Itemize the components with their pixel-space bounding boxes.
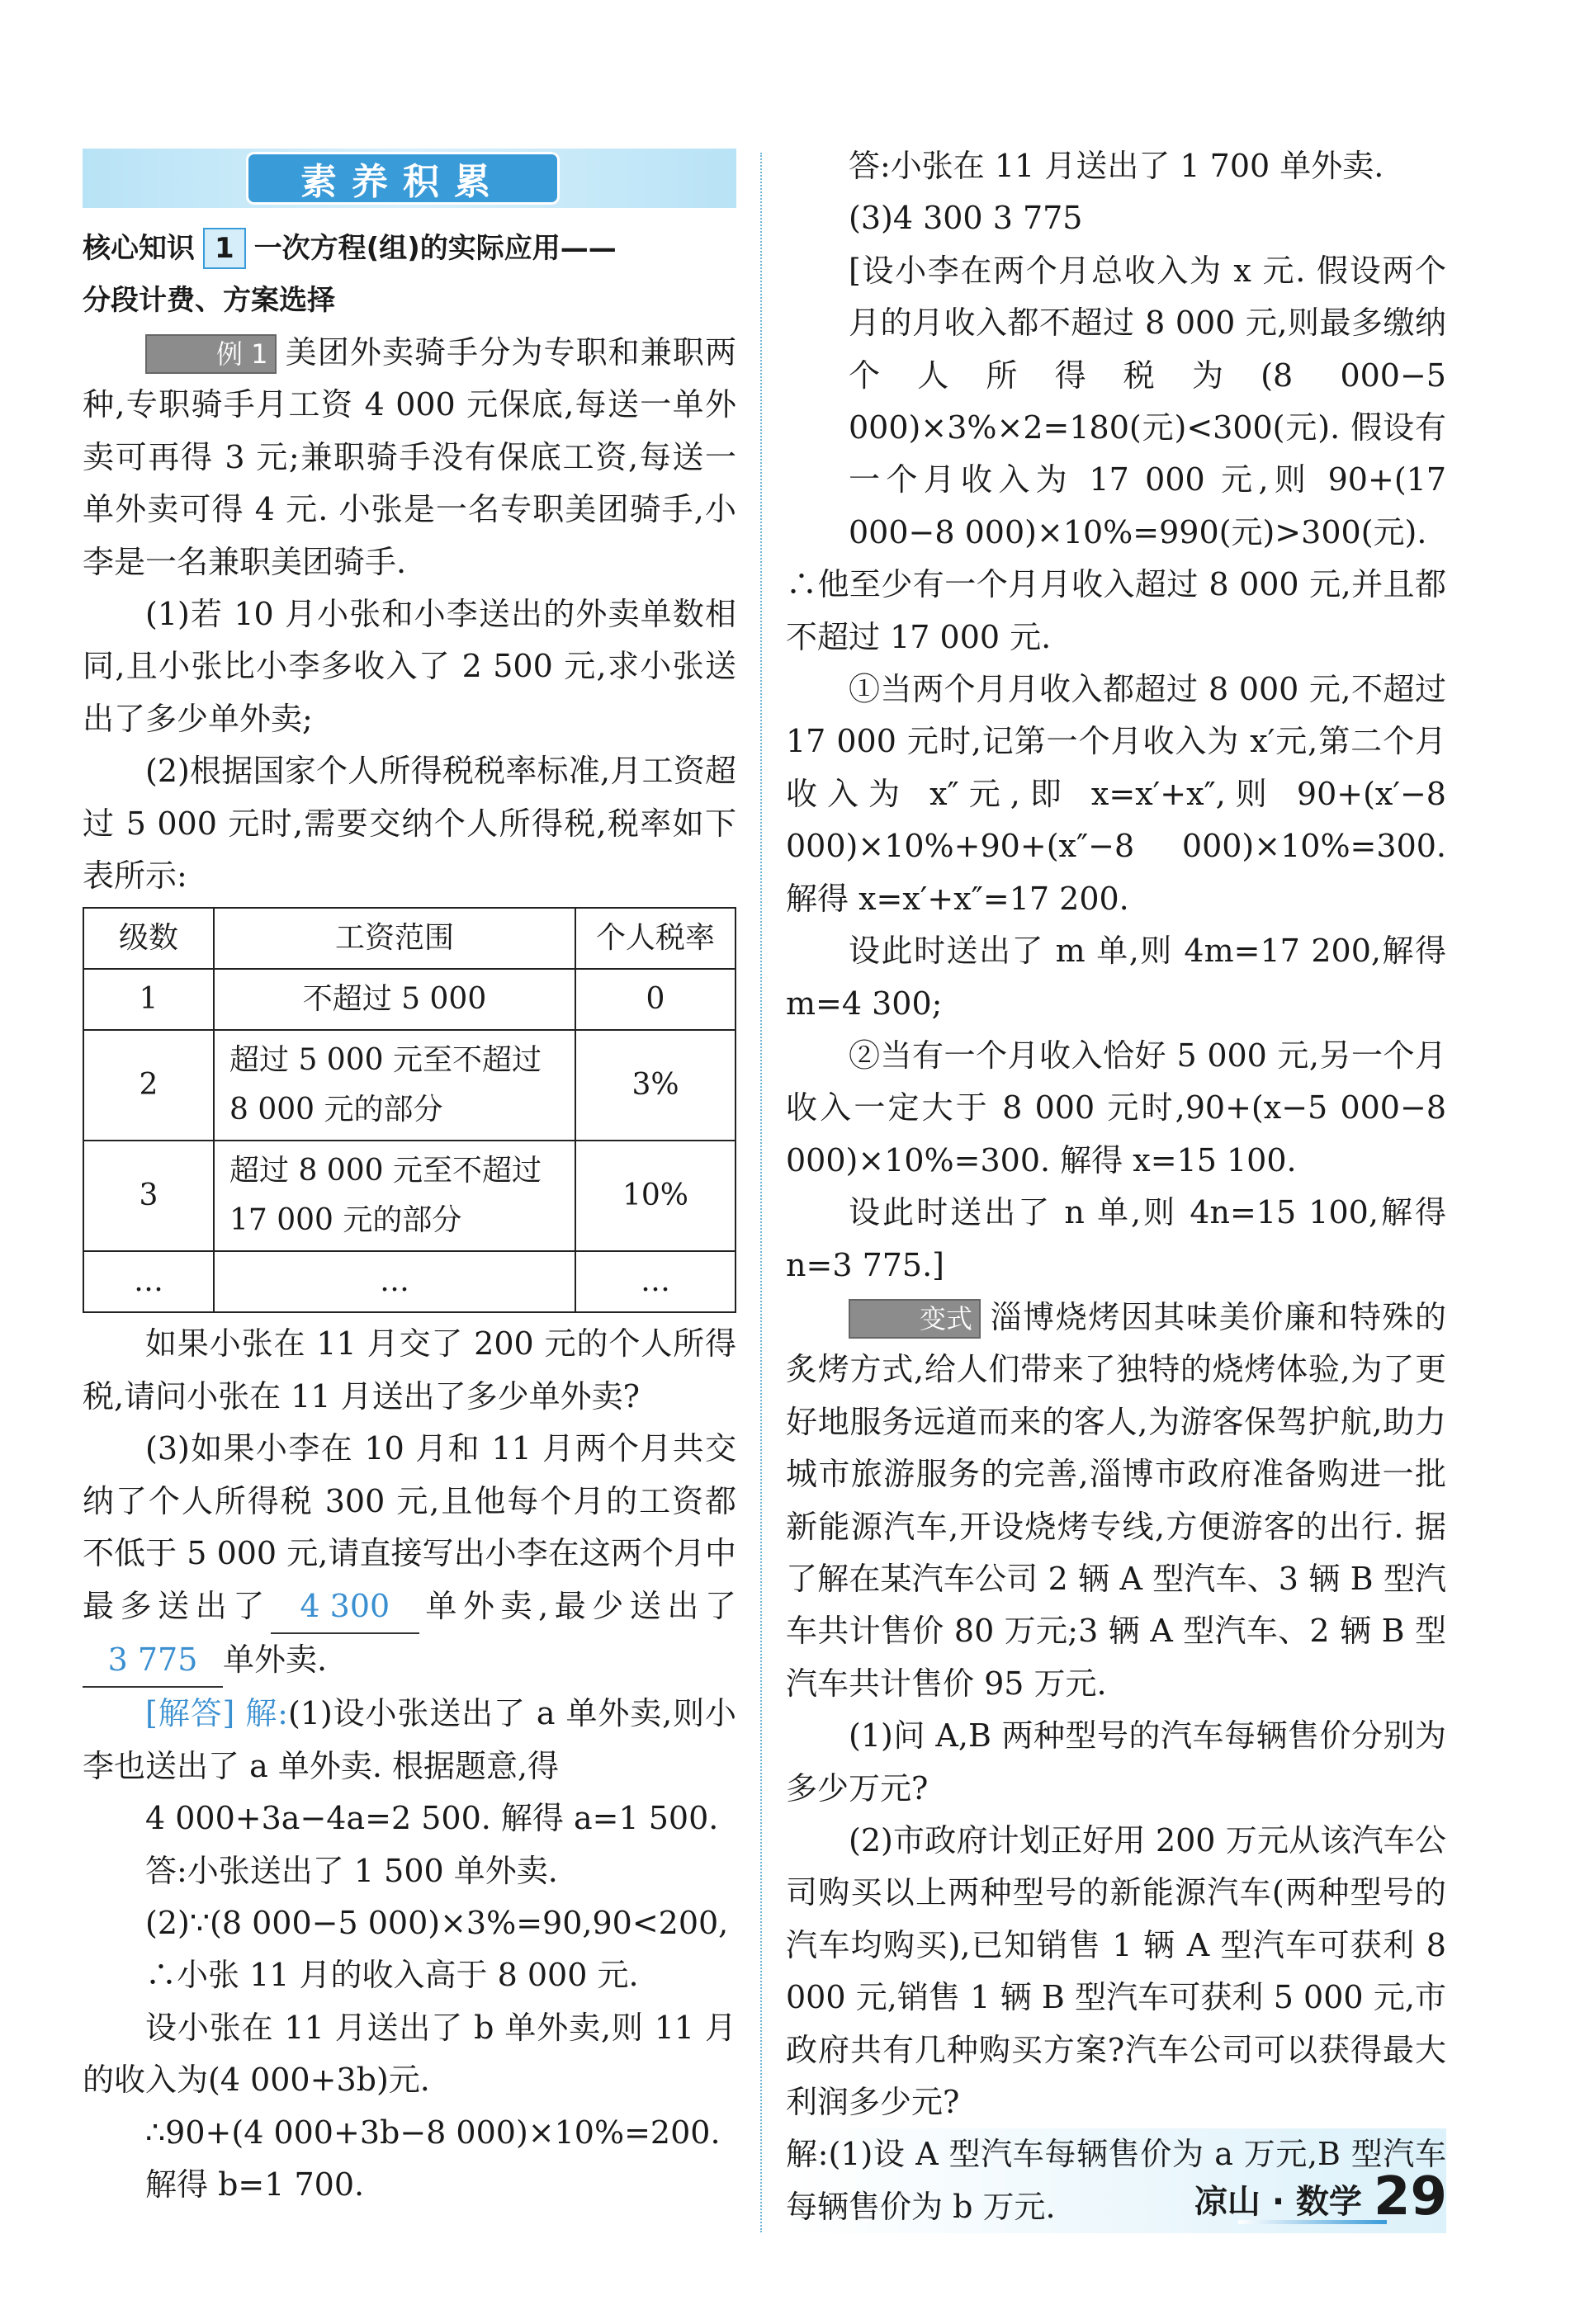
- solution-line: 答:小张在 11 月送出了 1 700 单外卖.: [849, 148, 1384, 184]
- question-3-text: (3)如果小李在 10 月和 11 月两个月共交纳了个人所得税 300 元,且他每个月的工资都不低于 5 000 元,请直接写出小李在这两个月中最多送出了: [83, 1430, 736, 1624]
- page-footer: [1194, 2166, 1447, 2227]
- left-column: [83, 149, 736, 2211]
- example-tag: 例 1: [145, 334, 277, 374]
- variant-intro: [786, 1292, 1446, 1710]
- table-cell: 3%: [575, 1030, 736, 1141]
- variant-text: 淄博烧烤因其味美价廉和特殊的炙烤方式,给人们带来了独特的烧烤体验,为了更好地服务远道而来的客人,为游客保驾护航,助力城市旅游服务的完善,淄博市政府准备购进一批新能源汽车,开设烧烤专线,方便游客的出行. 据了解在某汽车公司 2 辆 A 型汽车、3 辆 B 型汽车共计售价 80 万元;3 辆 A 型汽车、2 辆 B 型汽车共计售价 95 万元.: [786, 1298, 1446, 1702]
- table-cell: …: [83, 1251, 214, 1312]
- solution-line: 解得 b=1 700.: [145, 2166, 365, 2203]
- variant-solution: 解:(1)设 A 型汽车每辆售价为 a 万元,B 型汽车每辆售价为 b 万元.: [786, 2128, 1446, 2233]
- table-header: 级数: [83, 908, 214, 969]
- footer-title: 凉山 · 数学: [1194, 2183, 1362, 2221]
- solution-line: ∴90+(4 000+3b−8 000)×10%=200.: [145, 2114, 721, 2151]
- table-cell: 超过 5 000 元至不超过 8 000 元的部分: [214, 1030, 575, 1141]
- table-row: [83, 1251, 736, 1312]
- solution-line: 4 000+3a−4a=2 500. 解得 a=1 500.: [145, 1800, 719, 1837]
- table-row: [83, 1141, 736, 1251]
- banner-title: 素养积累: [246, 152, 560, 205]
- core-knowledge-heading: [83, 223, 736, 275]
- section-banner: [83, 149, 736, 208]
- table-cell: 10%: [575, 1141, 736, 1251]
- table-cell: …: [575, 1251, 736, 1312]
- solution-label: [解答]: [145, 1695, 235, 1732]
- tax-rate-table: [83, 907, 736, 1313]
- core-knowledge-number: 1: [203, 228, 246, 269]
- example-intro: [83, 327, 736, 588]
- solution-text: (1)设小张送出了 a 单外卖,则小李也送出了 a 单外卖. 根据题意,得: [83, 1695, 736, 1784]
- core-knowledge-subtitle: 分段计费、方案选择: [83, 284, 335, 317]
- solution-line: 设小张在 11 月送出了 b 单外卖,则 11 月的收入为(4 000+3b)元.: [83, 2009, 736, 2099]
- question-2: (2)根据国家个人所得税税率标准,月工资超过 5 000 元时,需要交纳个人所得税,税率如下表所示:: [83, 753, 736, 895]
- question-3-text: 单外卖,最少送出了: [419, 1587, 736, 1624]
- table-cell: 3: [83, 1141, 214, 1251]
- table-cell: 0: [575, 969, 736, 1030]
- page-number: 29: [1373, 2166, 1447, 2227]
- solution-line: ∴小张 11 月的收入高于 8 000 元.: [145, 1957, 639, 1994]
- solution-line: ①当两个月月收入都超过 8 000 元,不超过 17 000 元时,记第一个月收入为 x′元,第二个月收入为 x″元,即 x=x′+x″,则 90+(x′−8 000)×10%+90+(x″−8 000)×10%=300. 解得 x=x′+x″=17 200.: [786, 671, 1446, 917]
- solution-line: (3)4 300 3 775: [849, 200, 1083, 237]
- solution-line: 答:小张送出了 1 500 单外卖.: [145, 1852, 558, 1889]
- solution-line: 设此时送出了 m 单,则 4m=17 200,解得 m=4 300;: [786, 933, 1446, 1022]
- solution-line: (2)∵(8 000−5 000)×3%=90,90<200,: [145, 1904, 729, 1941]
- question-3-text: 单外卖.: [223, 1641, 328, 1678]
- table-cell: 超过 8 000 元至不超过 17 000 元的部分: [214, 1141, 575, 1251]
- table-row: [83, 969, 736, 1030]
- table-row: [83, 1030, 736, 1141]
- table-header: 工资范围: [214, 908, 575, 969]
- variant-question-2: (2)市政府计划正好用 200 万元从该汽车公司购买以上两种型号的新能源汽车(两种型号的汽车均购买),已知销售 1 辆 A 型汽车可获利 8 000 元,销售 1 辆 B 型汽车可获利 5 000 元,市政府共有几种购买方案?汽车公司可以获得最大利润多少元?: [786, 1822, 1446, 2121]
- table-header-row: [83, 908, 736, 969]
- solution-line: [设小李在两个月总收入为 x 元. 假设两个月的月收入都不超过 8 000 元,则最多缴纳个人所得税为(8 000−5 000)×3%×2=180(元)<300(元). 假设有一个月收入为 17 000 元,则 90+(17 000−8 000)×10%=990(元)>300(元).: [849, 252, 1446, 550]
- table-cell: 不超过 5 000: [214, 969, 575, 1030]
- answer-blank-max: 4 300: [271, 1580, 419, 1634]
- question-3: [83, 1423, 736, 1688]
- column-divider: [760, 153, 762, 2232]
- answer-blank-min: 3 775: [83, 1634, 223, 1688]
- solution-line: ∴他至少有一个月月收入超过 8 000 元,并且都不超过 17 000 元.: [786, 566, 1446, 655]
- core-knowledge-title: 一次方程(组)的实际应用——: [253, 232, 617, 265]
- solution-jie: 解:: [245, 1695, 288, 1732]
- solution-line: 设此时送出了 n 单,则 4n=15 100,解得 n=3 775.]: [786, 1194, 1446, 1283]
- question-2-followup: 如果小张在 11 月交了 200 元的个人所得税,请问小张在 11 月送出了多少单外卖?: [83, 1325, 736, 1415]
- table-cell: 1: [83, 969, 214, 1030]
- table-header: 个人税率: [575, 908, 736, 969]
- variant-tag: 变式: [849, 1299, 981, 1339]
- solution-line: ②当有一个月收入恰好 5 000 元,另一个月收入一定大于 8 000 元时,90+(x−5 000−8 000)×10%=300. 解得 x=15 100.: [786, 1037, 1446, 1179]
- solution-line: [83, 1688, 736, 1793]
- example-intro-text: 美团外卖骑手分为专职和兼职两种,专职骑手月工资 4 000 元保底,每送一单外卖可再得 3 元;兼职骑手没有保底工资,每送一单外卖可得 4 元. 小张是一名专职美团骑手,小李是一名兼职美团骑手.: [83, 334, 736, 580]
- right-column: [786, 140, 1446, 2233]
- table-cell: 2: [83, 1030, 214, 1141]
- core-knowledge-label: 核心知识: [83, 232, 195, 265]
- table-cell: …: [214, 1251, 575, 1312]
- variant-question-1: (1)问 A,B 两种型号的汽车每辆售价分别为多少万元?: [786, 1717, 1446, 1807]
- question-1: (1)若 10 月小张和小李送出的外卖单数相同,且小张比小李多收入了 2 500 元,求小张送出了多少单外卖;: [83, 596, 736, 737]
